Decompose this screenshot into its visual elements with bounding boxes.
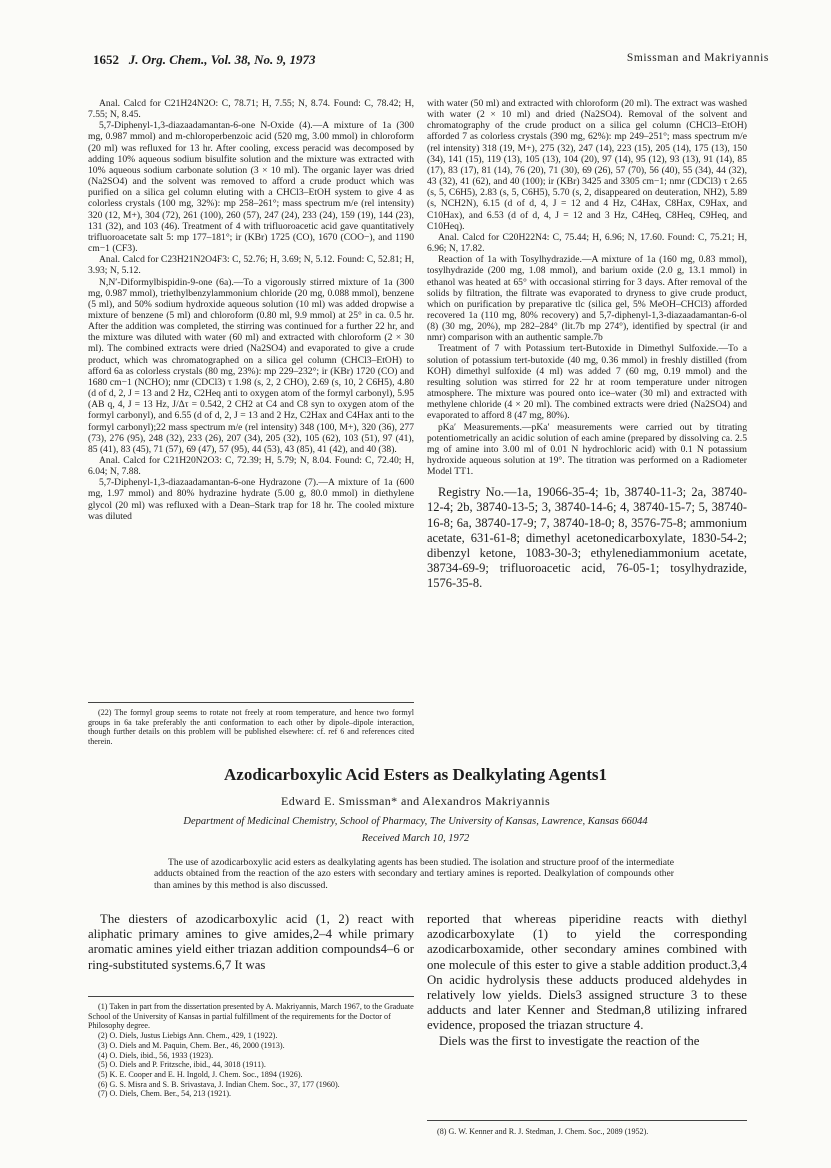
footnote: (8) G. W. Kenner and R. J. Stedman, J. Chem. Soc., 2089 (1952). bbox=[437, 1127, 649, 1136]
page-number: 1652 bbox=[93, 52, 119, 67]
footnote: (7) O. Diels, Chem. Ber., 54, 213 (1921). bbox=[98, 1089, 232, 1099]
received-date: Received March 10, 1972 bbox=[361, 833, 470, 844]
abstract bbox=[154, 857, 674, 891]
paragraph: 5,7-Diphenyl-1,3-diazaadamantan-6-one Hydrazone (7).—A mixture of 1a (600 mg, 1.97 mmol) and 80% hydrazine hydrate (5.00 g, 80.0 mmol) in diethylene glycol (20 ml) was refluxed with a Dean–Stark trap for 18 hr. The cooled mixture was diluted bbox=[88, 477, 414, 522]
journal-citation: J. Org. Chem., Vol. 38, No. 9, 1973 bbox=[128, 52, 316, 67]
footnote-divider bbox=[88, 702, 414, 703]
footnote-divider bbox=[88, 996, 414, 997]
paragraph: Reaction of 1a with Tosylhydrazide.—A mixture of 1a (160 mg, 0.83 mmol), tosylhydrazide (200 mg, 1.08 mmol), and barium oxide (2.0 g, 13.1 mmol) in ethanol was heated at 65° with occasional stirring for 3 days. After removal of the solids by filtration, the filtrate was evaporated to dryness to give crude product, which on purification by preparative tlc (silica gel, 5% MeOH–CHCl3) afforded recovered 1a (110 mg, 80% recovery) and 5,7-diphenyl-1,3-diazaadamantan-6-ol (8) (30 mg, 20%), mp 282–284° (lit.7b mp 274°), identified by spectral (ir and nmr) comparison with an authentic sample.7b bbox=[427, 254, 747, 344]
paragraph: Anal. Calcd for C20H22N4: C, 75.44; H, 6.96; N, 17.60. Found: C, 75.21; H, 6.96; N, 17.82. bbox=[427, 231, 747, 255]
footnote: (3) O. Diels and M. Paquin, Chem. Ber., 46, 2000 (1913). bbox=[98, 1040, 285, 1050]
paragraph: The diesters of azodicarboxylic acid (1, 2) react with aliphatic primary amines to give amides,2–4 while primary aromatic amines yield either triazan addition compounds4–6 or ring-substituted systems.6,7 It was bbox=[88, 912, 414, 972]
footnote: (4) O. Diels, ibid., 56, 1933 (1923). bbox=[98, 1050, 214, 1060]
registry-numbers: Registry No.—1a, 19066-35-4; 1b, 38740-11-3; 2a, 38740-12-4; 2b, 38740-13-5; 3, 38740-14-6; 4, 38740-15-7; 5, 38740-16-8; 6a, 38740-17-9; 7, 38740-18-0; 8, 3576-75-8; ammonium acetate, 631-61-8; dimethyl acetonedicarboxylate, 1830-54-2; dibenzyl ketone, 1083-30-3; ethylenediammonium acetate, 38734-69-9; trifluoroacetic acid, 76-05-1; tosylhydrazide, 1576-35-8. bbox=[427, 485, 747, 590]
footnote: (1) Taken in part from the dissertation presented by A. Makriyannis, March 1967, to the Graduate School of the University of Kansas in partial fulfillment of the requirements for the Doctor of Philosophy degree. bbox=[88, 1002, 414, 1031]
footnote-text: (22) The formyl group seems to rotate not freely at room temperature, and hence two formyl groups in 6a take preferably the anti conformation to each other by dipole–dipole interaction, though further details on this problem will be published elsewhere: cf. ref 6 and references cited therein. bbox=[88, 708, 414, 746]
paragraph: with water (50 ml) and extracted with chloroform (20 ml). The extract was washed with water (2 × 10 ml) and dried (Na2SO4). Removal of the solvent and chromatography of the crude product on a silica gel column (CHCl3–EtOH) afforded 7 as colorless crystals (390 mg, 62%): mp 249–251°; mass spectrum m/e (rel intensity) 318 (19, M+), 275 (32), 247 (14), 223 (15), 205 (14), 175 (13), 150 (34), 141 (15), 119 (13), 105 (13), 104 (20), 97 (14), 95 (12), 93 (13), 91 (14), 85 (17), 83 (17), 81 (14), 76 (20), 71 (30), 69 (26), 57 (70), 56 (40), 55 (34), 44 (32), 43 (32), 41 (62), and 40 (100); ir (KBr) 3425 and 3305 cm−1; nmr (CDCl3) τ 2.65 (s, 5, C6H5), 2.83 (s, 5, C6H5), 5.70 (s, 2, disappeared on deuteration, NH2), 5.89 (s, NCH2N), 6.15 (d of d, 4, J = 12 and 4 Hz, C4Hax, C8Hax, C9Hax, and C10Hax), and 6.53 (d of d, 4, J = 12 and 3 Hz, C4Heq, C8Heq, C9Heq, and C10Heq). bbox=[427, 98, 747, 232]
footnotes-left bbox=[88, 1002, 414, 1099]
footnote-divider bbox=[427, 1120, 747, 1121]
article-title: Azodicarboxylic Acid Esters as Dealkylating Agents1 bbox=[224, 765, 607, 784]
running-authors: Smissman and Makriyannis bbox=[626, 52, 769, 64]
paragraph: Anal. Calcd for C21H24N2O: C, 78.71; H, 7.55; N, 8.74. Found: C, 78.42; H, 7.55; N, 8.45. bbox=[88, 98, 414, 121]
footnotes-right bbox=[427, 1127, 747, 1137]
experimental-right-column bbox=[427, 98, 747, 591]
paragraph: Diels was the first to investigate the reaction of the bbox=[439, 1033, 700, 1048]
body-left-column bbox=[88, 912, 414, 973]
paragraph: 5,7-Diphenyl-1,3-diazaadamantan-6-one N-Oxide (4).—A mixture of 1a (300 mg, 0.987 mmol) and m-chloroperbenzoic acid (520 mg, 3.00 mmol) in chloroform (20 ml) was refluxed for 13 hr. After cooling, excess peracid was decomposed by adding 10% aqueous sodium bisulfite solution and the mixture was extracted with 10% aqueous sodium carbonate solution (3 × 10 ml). The organic layer was dried (Na2SO4) and the solvent was removed to afford a crude product which was purified on a silica gel column eluting with a CHCl3–EtOH system to give 4 as colorless crystals (100 mg, 32%): mp 258–261°; mass spectrum m/e (rel intensity) 320 (12, M+), 304 (72), 261 (100), 260 (57), 247 (24), 233 (24), 159 (19), 144 (23), 131 (32), and 103 (46). Treatment of 4 with trifluoroacetic acid gave quantitatively trifluoroacetate salt 5: mp 177–181°; ir (KBr) 1725 (CO), 1670 (COO−), and 1190 cm−1 (CF3). bbox=[88, 120, 414, 255]
footnote: (2) O. Diels, Justus Liebigs Ann. Chem., 429, 1 (1922). bbox=[98, 1031, 278, 1041]
paragraph: Anal. Calcd for C21H20N2O3: C, 72.39; H, 5.79; N, 8.04. Found: C, 72.40; H, 6.04; N, 7.88. bbox=[88, 455, 414, 478]
header-left bbox=[93, 52, 315, 68]
paragraph: N,N′-Diformylbispidin-9-one (6a).—To a vigorously stirred mixture of 1a (300 mg, 0.987 mmol), triethylbenzylammonium chloride (20 mg, 0.088 mmol), benzene (5 ml), and 50% sodium hydroxide aqueous solution (10 ml) was added dropwise a mixture of benzene (5 ml) and chloroform (0.80 ml, 9.9 mmol) at 25° in ca. 0.5 hr. After the addition was completed, the stirring was continued for a further 22 hr, and the mixture was diluted with water (60 ml) and extracted with chloroform (2 × 30 ml). The combined extracts were dried (Na2SO4) and evaporated to give a crude product, which was chromatographed on a silica gel column (CHCl3–EtOH) to afford 6a as colorless crystals (80 mg, 23%): mp 229–232°; ir (KBr) 1720 (CO) and 1680 cm−1 (NCHO); nmr (CDCl3) τ 1.98 (s, 2, 2 CHO), 2.69 (s, 10, 2 C6H5), 4.80 (d of d, 2, J = 13 and 2 Hz, C2Heq anti to oxygen atom of the formyl carbonyl), 5.95 (AB q, 4, J = 13 Hz, J/Δτ = 0.542, 2 CH2 at C4 and C8 syn to oxygen atom of the formyl carbonyl), and 6.55 (d of d, 2, J = 13 and 2 Hz, C2Hax and C4Hax anti to the formyl carbonyl);22 mass spectrum m/e (rel intensity) 348 (100, M+), 320 (36), 277 (73), 276 (95), 248 (32), 233 (26), 207 (34), 205 (32), 105 (62), 103 (51), 97 (41), 85 (41), 83 (45), 71 (57), 69 (47), 57 (95), 44 (53), 43 (85), 41 (42), and 40 (38). bbox=[88, 276, 414, 455]
footnote: (5) O. Diels and P. Fritzsche, ibid., 44, 3018 (1911). bbox=[98, 1060, 266, 1070]
running-header bbox=[0, 52, 831, 74]
footnote: (6) G. S. Misra and S. B. Srivastava, J. Indian Chem. Soc., 37, 177 (1960). bbox=[98, 1079, 340, 1089]
paragraph: Treatment of 7 with Potassium tert-Butoxide in Dimethyl Sulfoxide.—To a solution of potassium tert-butoxide (40 mg, 0.36 mmol) in freshly distilled (from KOH) dimethyl sulfoxide (4 ml) was added 7 (60 mg, 0.19 mmol) and the resulting solution was stirred for 22 hr at room temperature under nitrogen atmosphere. The mixture was poured onto ice–water (30 ml) and extracted with methylene chloride (4 × 20 ml). The combined extracts were dried (Na2SO4) and evaporated to afford 8 (47 mg, 80%). bbox=[427, 343, 747, 422]
footnote-22 bbox=[88, 708, 414, 746]
body-right-column bbox=[427, 912, 747, 1049]
abstract-text: The use of azodicarboxylic acid esters as dealkylating agents has been studied. The isolation and structure proof of the intermediate adducts obtained from the reaction of the azo esters with secondary and tertiary amines is reported. Dealkylation of compounds other than amines by this method is also discussed. bbox=[154, 857, 674, 891]
experimental-left-column bbox=[88, 98, 414, 522]
paragraph: Anal. Calcd for C23H21N2O4F3: C, 52.76; H, 3.69; N, 5.12. Found: C, 52.81; H, 3.93; N, 5.12. bbox=[88, 254, 414, 277]
affiliation: Department of Medicinal Chemistry, School of Pharmacy, The University of Kansas, Lawrence, Kansas 66044 bbox=[183, 816, 648, 827]
paragraph: reported that whereas piperidine reacts with diethyl azodicarboxylate (1) to yield the corresponding azodicarboxamide, other secondary amines combined with one molecule of this ester to give a stable addition product.3,4 On acidic hydrolysis these adducts produced aldehydes in relatively low yields. Diels3 assigned structure 3 to these adducts and later Kenner and Stedman,8 utilizing infrared evidence, proposed the triazan structure 4. bbox=[427, 912, 747, 1033]
article-authors: Edward E. Smissman* and Alexandros Makriyannis bbox=[280, 794, 551, 808]
footnote: (5) K. E. Cooper and E. H. Ingold, J. Chem. Soc., 1894 (1926). bbox=[98, 1069, 303, 1079]
paragraph: pKa′ Measurements.—pKa′ measurements were carried out by titrating potentiometrically an acidic solution of each amine (prepared by dissolving ca. 2.5 mg of amine into 3.00 ml of 0.01 N hydrochloric acid) with 0.1 N potassium hydroxide aqueous solution at 19°. The titration was performed on a Radiometer Model TT1. bbox=[427, 421, 747, 478]
